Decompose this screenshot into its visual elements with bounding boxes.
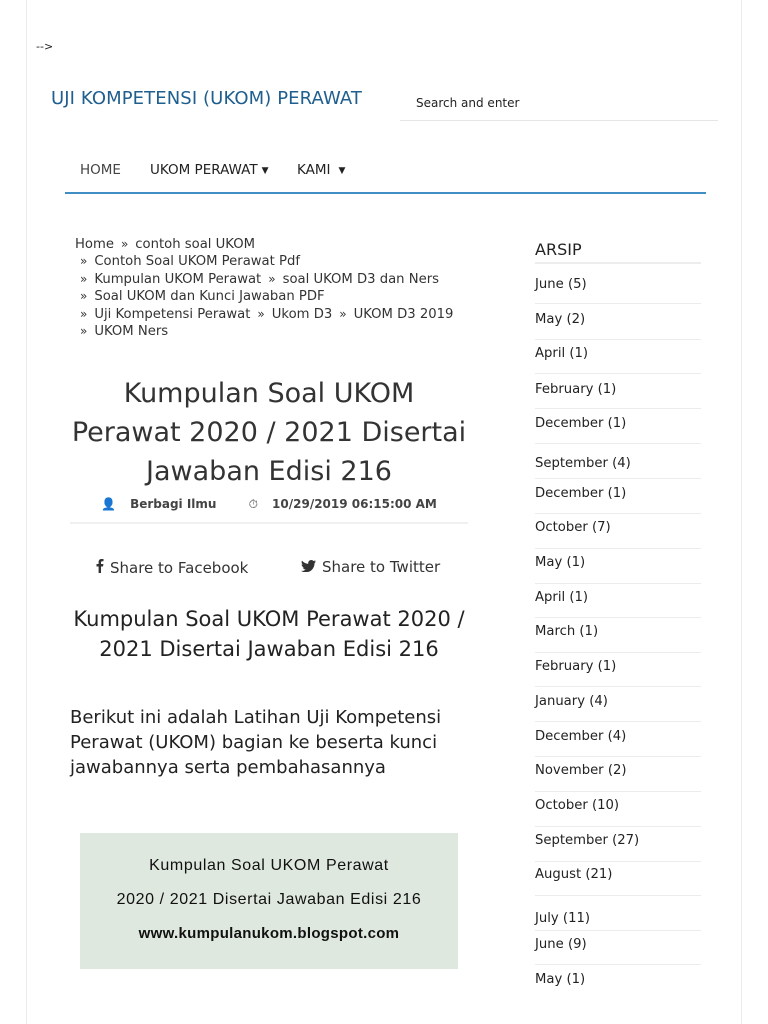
post-meta <box>70 497 468 512</box>
main-nav <box>65 150 706 194</box>
archive-month-link[interactable]: December <box>535 416 604 431</box>
archive-count: (10) <box>591 798 620 813</box>
archive-item <box>535 658 701 676</box>
sidebar-archive-title: ARSIP <box>535 240 582 259</box>
archive-month-link[interactable]: October <box>535 798 588 813</box>
archive-count: (1) <box>579 624 599 639</box>
share-twitter-button[interactable] <box>301 558 440 576</box>
archive-item <box>535 623 701 641</box>
page-edge-left <box>26 0 27 1024</box>
nav-kami-label: KAMI <box>297 162 331 178</box>
divider <box>535 895 701 896</box>
archive-item <box>535 519 701 537</box>
archive-count: (4) <box>589 694 608 709</box>
archive-item <box>535 415 701 433</box>
archive-item <box>535 311 701 329</box>
banner-line-2: 2020 / 2021 Disertai Jawaban Edisi 216 <box>116 891 422 908</box>
archive-month-link[interactable]: June <box>535 937 564 952</box>
nav-kami[interactable] <box>297 162 345 178</box>
breadcrumb-separator: » <box>80 289 88 304</box>
archive-item <box>535 936 701 954</box>
divider <box>535 373 701 374</box>
archive-month-link[interactable]: March <box>535 624 576 639</box>
archive-item <box>535 276 701 294</box>
archive-count: (1) <box>566 972 586 987</box>
post-intro-paragraph: Berikut ini adalah Latihan Uji Kompetensi Perawat (UKOM) bagian ke beserta kunci jawabannya serta pembahasannya <box>70 707 442 778</box>
banner-url: www.kumpulanukom.blogspot.com <box>138 925 400 942</box>
divider <box>535 478 701 479</box>
post-author[interactable] <box>94 497 223 511</box>
archive-month-link[interactable]: December <box>535 486 604 501</box>
share-facebook-button[interactable] <box>95 558 248 577</box>
post-banner-image <box>80 833 458 969</box>
archive-month-link[interactable]: August <box>535 867 582 882</box>
divider <box>535 443 701 444</box>
breadcrumb-separator: » <box>80 324 88 339</box>
chevron-down-icon: ▼ <box>261 166 269 176</box>
stray-text: --> <box>36 40 54 53</box>
user-icon: 👤 <box>101 497 117 511</box>
breadcrumb-label-link[interactable]: Contoh Soal UKOM Perawat Pdf <box>94 254 300 270</box>
archive-count: (21) <box>585 867 613 882</box>
divider <box>535 513 701 514</box>
post-subtitle: Kumpulan Soal UKOM Perawat 2020 / 2021 Disertai Jawaban Edisi 216 <box>73 607 465 661</box>
breadcrumb-label-link[interactable]: Uji Kompetensi Perawat <box>94 306 251 322</box>
breadcrumb-separator: » <box>257 306 265 321</box>
breadcrumb-separator: » <box>80 306 88 321</box>
archive-item <box>535 971 701 989</box>
archive-item <box>535 455 701 473</box>
divider <box>70 522 468 524</box>
archive-item <box>535 832 701 850</box>
breadcrumb-separator: » <box>120 237 129 251</box>
archive-count: (5) <box>567 277 587 292</box>
search-box <box>400 92 718 121</box>
breadcrumb-label-link[interactable]: soal UKOM D3 dan Ners <box>282 271 439 287</box>
breadcrumb-label-link[interactable]: UKOM Ners <box>94 324 169 340</box>
share-facebook-label: Share to Facebook <box>110 559 249 577</box>
archive-count: (2) <box>566 312 586 327</box>
archive-count: (1) <box>597 382 617 397</box>
archive-month-link[interactable]: July <box>535 911 559 926</box>
archive-item <box>535 345 701 363</box>
archive-month-link[interactable]: May <box>535 555 563 570</box>
archive-month-link[interactable]: September <box>535 456 608 471</box>
divider <box>535 826 701 827</box>
post-title: Kumpulan Soal UKOM Perawat 2020 / 2021 Disertai Jawaban Edisi 216 <box>71 378 467 487</box>
divider <box>535 652 701 653</box>
archive-count: (27) <box>612 833 640 848</box>
divider <box>535 548 701 549</box>
breadcrumb-separator: » <box>80 271 88 286</box>
divider <box>535 583 701 584</box>
post-date[interactable] <box>242 497 444 511</box>
divider <box>535 303 701 304</box>
archive-month-link[interactable]: February <box>535 382 594 397</box>
archive-item <box>535 866 701 884</box>
chevron-down-icon: ▼ <box>338 166 346 176</box>
divider <box>535 262 701 264</box>
clock-icon: ⏱ <box>248 497 259 511</box>
page-edge-right <box>741 0 742 1024</box>
archive-count: (1) <box>566 555 586 570</box>
search-input[interactable] <box>400 92 718 114</box>
archive-item <box>535 485 701 503</box>
site-title-link[interactable]: UJI KOMPETENSI (UKOM) PERAWAT <box>51 88 362 109</box>
archive-count: (7) <box>591 520 611 535</box>
archive-month-link[interactable]: December <box>535 729 604 744</box>
nav-home[interactable]: HOME <box>80 162 121 178</box>
divider <box>535 756 701 757</box>
archive-month-link[interactable]: May <box>535 312 563 327</box>
breadcrumb-label-link[interactable]: Kumpulan UKOM Perawat <box>94 271 262 287</box>
archive-item <box>535 381 701 399</box>
breadcrumb-separator: » <box>80 254 88 269</box>
archive-count: (1) <box>607 486 627 501</box>
share-twitter-label: Share to Twitter <box>322 558 441 576</box>
archive-count: (4) <box>612 456 631 471</box>
archive-month-link[interactable]: April <box>535 346 566 361</box>
nav-ukom-label: UKOM PERAWAT <box>150 162 258 178</box>
divider <box>535 964 701 965</box>
divider <box>535 861 701 862</box>
post-author-name: Berbagi Ilmu <box>130 497 217 511</box>
archive-count: (4) <box>607 729 627 744</box>
breadcrumb-label-link[interactable]: contoh soal UKOM <box>135 237 255 252</box>
archive-month-link[interactable]: January <box>535 694 585 709</box>
archive-month-link[interactable]: October <box>535 520 588 535</box>
divider <box>535 791 701 792</box>
archive-item <box>535 693 701 711</box>
banner-line-1: Kumpulan Soal UKOM Perawat <box>149 857 389 874</box>
breadcrumb-home[interactable]: Home <box>75 237 114 252</box>
breadcrumb <box>75 236 475 340</box>
archive-month-link[interactable]: February <box>535 659 594 674</box>
archive-item <box>535 762 701 780</box>
facebook-icon <box>95 559 104 577</box>
breadcrumb-label-link[interactable]: Soal UKOM dan Kunci Jawaban PDF <box>94 289 325 305</box>
archive-count: (1) <box>597 659 617 674</box>
archive-item <box>535 728 701 746</box>
divider <box>535 686 701 687</box>
divider <box>535 408 701 409</box>
archive-month-link[interactable]: May <box>535 972 563 987</box>
archive-item <box>535 910 701 928</box>
divider <box>535 617 701 618</box>
archive-count: (9) <box>567 937 587 952</box>
archive-month-link[interactable]: April <box>535 590 566 605</box>
archive-item <box>535 589 701 607</box>
archive-item <box>535 797 701 815</box>
post-date-text: 10/29/2019 06:15:00 AM <box>272 497 437 511</box>
archive-count: (1) <box>607 416 627 431</box>
archive-month-link[interactable]: November <box>535 763 604 778</box>
archive-count: (11) <box>562 911 590 926</box>
nav-ukom-perawat[interactable] <box>150 162 269 178</box>
breadcrumb-label-link[interactable]: UKOM D3 2019 <box>353 306 454 322</box>
breadcrumb-separator: » <box>339 306 347 321</box>
breadcrumb-label-link[interactable]: Ukom D3 <box>271 306 333 322</box>
archive-item <box>535 554 701 572</box>
twitter-icon <box>301 558 316 576</box>
archive-count: (1) <box>569 346 589 361</box>
archive-month-link[interactable]: September <box>535 833 608 848</box>
divider <box>535 930 701 931</box>
divider <box>535 721 701 722</box>
archive-month-link[interactable]: June <box>535 277 564 292</box>
breadcrumb-separator: » <box>268 271 276 286</box>
divider <box>535 339 701 340</box>
archive-count: (1) <box>569 590 589 605</box>
archive-count: (2) <box>607 763 627 778</box>
